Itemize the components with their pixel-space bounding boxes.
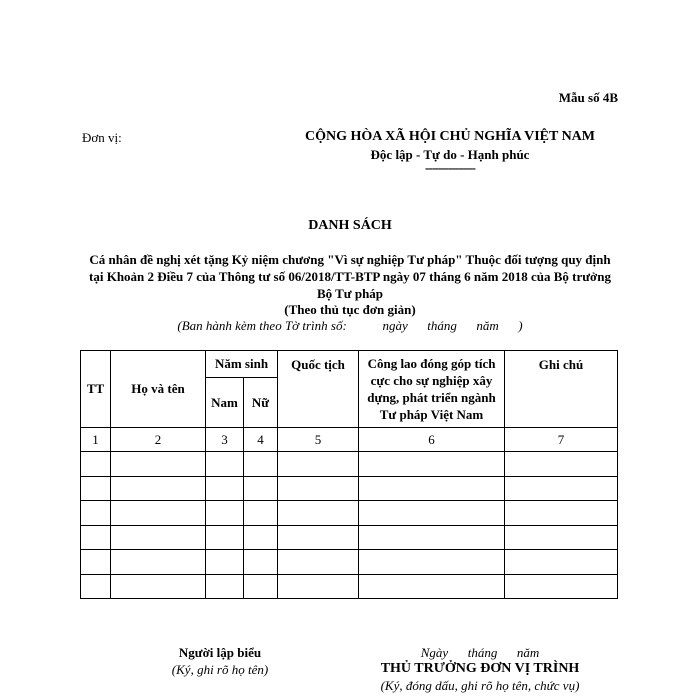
candidate-table bbox=[80, 350, 618, 599]
table-cell bbox=[81, 501, 111, 526]
table-row bbox=[81, 452, 618, 477]
table-cell bbox=[505, 476, 618, 501]
table-cell bbox=[278, 574, 359, 599]
national-title: CỘNG HÒA XÃ HỘI CHỦ NGHĨA VIỆT NAM bbox=[304, 129, 595, 144]
column-number: 7 bbox=[505, 428, 618, 452]
table-cell bbox=[206, 525, 244, 550]
table-cell bbox=[206, 476, 244, 501]
header-name: Họ và tên bbox=[111, 351, 206, 428]
table-cell bbox=[244, 452, 278, 477]
table-cell bbox=[206, 501, 244, 526]
table-row bbox=[81, 574, 618, 599]
table-cell bbox=[359, 476, 505, 501]
table-cell bbox=[111, 550, 206, 575]
table-cell bbox=[278, 550, 359, 575]
table-cell bbox=[111, 501, 206, 526]
header-nationality: Quốc tịch bbox=[278, 351, 359, 428]
table-cell bbox=[278, 452, 359, 477]
national-motto: Độc lập - Tự do - Hạnh phúc bbox=[370, 147, 530, 162]
table-cell bbox=[505, 574, 618, 599]
head-of-unit-title: THỦ TRƯỞNG ĐƠN VỊ TRÌNH bbox=[380, 661, 580, 676]
unit-label: Đơn vị: bbox=[82, 130, 122, 145]
table-cell bbox=[111, 476, 206, 501]
table-cell bbox=[359, 452, 505, 477]
header-notes: Ghi chú bbox=[505, 351, 618, 428]
table-cell bbox=[206, 550, 244, 575]
table-cell bbox=[505, 525, 618, 550]
table-cell bbox=[278, 501, 359, 526]
table-row bbox=[81, 550, 618, 575]
table-cell bbox=[244, 574, 278, 599]
table-cell bbox=[278, 525, 359, 550]
form-number: Mẫu số 4B bbox=[558, 90, 618, 105]
table-cell bbox=[244, 476, 278, 501]
table-cell bbox=[244, 525, 278, 550]
table-cell bbox=[359, 525, 505, 550]
table-cell bbox=[81, 525, 111, 550]
table-cell bbox=[359, 550, 505, 575]
table-cell bbox=[206, 452, 244, 477]
preparer-title: Người lập biểu bbox=[178, 645, 262, 660]
column-number: 3 bbox=[206, 428, 244, 452]
column-number-row bbox=[81, 428, 618, 452]
header-contribution: Công lao đóng góp tích cực cho sự nghiệp xây dựng, phát triển ngành Tư pháp Việt Nam bbox=[359, 351, 505, 428]
column-number: 2 bbox=[111, 428, 206, 452]
motto-separator: --------------- bbox=[425, 160, 475, 175]
table-cell bbox=[244, 501, 278, 526]
header-tt: TT bbox=[81, 351, 111, 428]
table-cell bbox=[278, 476, 359, 501]
table-cell bbox=[81, 574, 111, 599]
head-of-unit-signature-note: (Ký, đóng dấu, ghi rõ họ tên, chức vụ) bbox=[380, 678, 580, 693]
table-row bbox=[81, 476, 618, 501]
document-title: DANH SÁCH bbox=[308, 218, 392, 233]
table-cell bbox=[81, 476, 111, 501]
column-number: 5 bbox=[278, 428, 359, 452]
table-cell bbox=[359, 501, 505, 526]
column-number: 4 bbox=[244, 428, 278, 452]
table-cell bbox=[359, 574, 505, 599]
table-cell bbox=[505, 501, 618, 526]
table-cell bbox=[111, 452, 206, 477]
column-number: 6 bbox=[359, 428, 505, 452]
table-cell bbox=[111, 574, 206, 599]
table-cell bbox=[505, 550, 618, 575]
header-male: Nam bbox=[206, 378, 244, 428]
document-description: Cá nhân đề nghị xét tặng Kỷ niệm chương "Vì sự nghiệp Tư pháp" Thuộc đối tượng quy định tại Khoản 2 Điều 7 của Thông tư số 06/2018/TT-BTP ngày 07 tháng 6 năm 2018 của Bộ trưởng Bộ Tư pháp bbox=[89, 252, 611, 301]
table-row bbox=[81, 501, 618, 526]
table-cell bbox=[505, 452, 618, 477]
signing-date-line: Ngày tháng năm bbox=[420, 645, 540, 660]
header-birth-year: Năm sinh bbox=[206, 351, 278, 378]
column-number: 1 bbox=[81, 428, 111, 452]
procedure-note: (Theo thủ tục đơn giản) bbox=[284, 302, 416, 317]
table-cell bbox=[206, 574, 244, 599]
table-cell bbox=[111, 525, 206, 550]
table-cell bbox=[244, 550, 278, 575]
header-female: Nữ bbox=[244, 378, 278, 428]
preparer-signature-note: (Ký, ghi rõ họ tên) bbox=[171, 662, 269, 677]
issued-with-note: (Ban hành kèm theo Tờ trình số: ngày tháng năm ) bbox=[177, 318, 523, 333]
table-cell bbox=[81, 550, 111, 575]
table-row bbox=[81, 525, 618, 550]
table-cell bbox=[81, 452, 111, 477]
